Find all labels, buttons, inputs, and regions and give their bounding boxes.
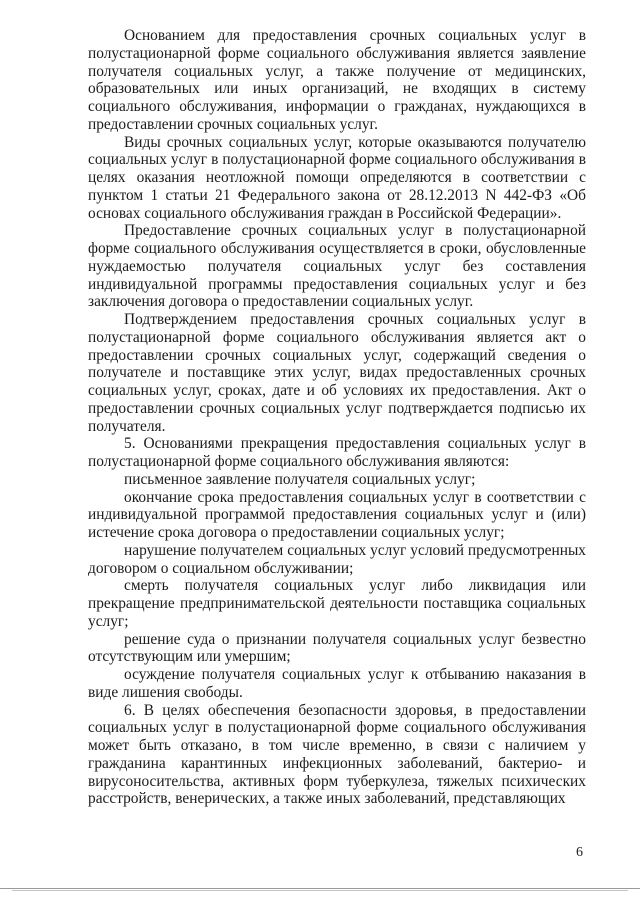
list-item-conviction: осуждение получателя социальных услуг к отбыванию наказания в виде лишения свободы. [88, 666, 586, 701]
scan-edge-line-secondary [12, 890, 628, 891]
list-item-term-expiry: окончание срока предоставления социальных услуг в соответствии с индивидуальной программой предоставления социальных услуг и (или) истечение срока договора о предоставлении социальных услуг; [88, 488, 586, 541]
scan-edge-line [0, 888, 640, 889]
paragraph-section-5-heading: 5. Основаниями прекращения предоставления социальных услуг в полустационарной форме социального обслуживания являются: [88, 435, 586, 470]
list-item-death-or-liquidation: смерть получателя социальных услуг либо ликвидация или прекращение предпринимательской деятельности поставщика социальных услуг; [88, 577, 586, 630]
paragraph-basis-urgent-services: Основанием для предоставления срочных социальных услуг в полустационарной форме социального обслуживания является заявление получателя социальных услуг, а также получение от медицинских, образовательных или иных организаций, не входящих в систему социального обслуживания, информации о гражданах, нуждающихся в предоставлении срочных социальных услуг. [88, 27, 586, 133]
paragraph-confirmation-act: Подтверждением предоставления срочных социальных услуг в полустационарной форме социального обслуживания является акт о предоставлении срочных социальных услуг, содержащий сведения о получателе и поставщике этих услуг, видах предоставленных срочных социальных услуг, сроках, дате и об условиях их предоставления. Акт о предоставлении срочных социальных услуг подтверждается подписью их получателя. [88, 311, 586, 435]
page-number: 6 [576, 845, 583, 860]
list-item-contract-violation: нарушение получателем социальных услуг условий предусмотренных договором о социальном обслуживании; [88, 541, 586, 577]
paragraph-section-6: 6. В целях обеспечения безопасности здоровья, в предоставлении социальных услуг в полустационарной форме социального обслуживания может быть отказано, в том числе временно, в связи с наличием у гражданина карантинных инфекционных заболеваний, бактерио- и вирусоносительства, активных форм туберкулеза, тяжелых психических расстройств, венерических, а также иных заболеваний, представляющих [88, 701, 586, 808]
paragraph-types-urgent-services: Виды срочных социальных услуг, которые оказываются получателю социальных услуг в полустационарной форме социального обслуживания в целях оказания неотложной помощи определяются в соответствии с пунктом 1 статьи 21 Федерального закона от 28.12.2013 N 442-ФЗ «Об основах социального обслуживания граждан в Российской Федерации». [88, 133, 586, 222]
list-item-court-decision: решение суда о признании получателя социальных услуг безвестно отсутствующим или умершим; [88, 630, 586, 666]
document-body [88, 27, 586, 808]
paragraph-urgent-services-terms: Предоставление срочных социальных услуг в полустационарной форме социального обслуживания осуществляется в сроки, обусловленные нуждаемостью получателя социальных услуг без составления индивидуальной программы предоставления социальных услуг и без заключения договора о предоставлении социальных услуг. [88, 222, 586, 311]
list-item-written-application: письменное заявление получателя социальных услуг; [124, 470, 476, 488]
